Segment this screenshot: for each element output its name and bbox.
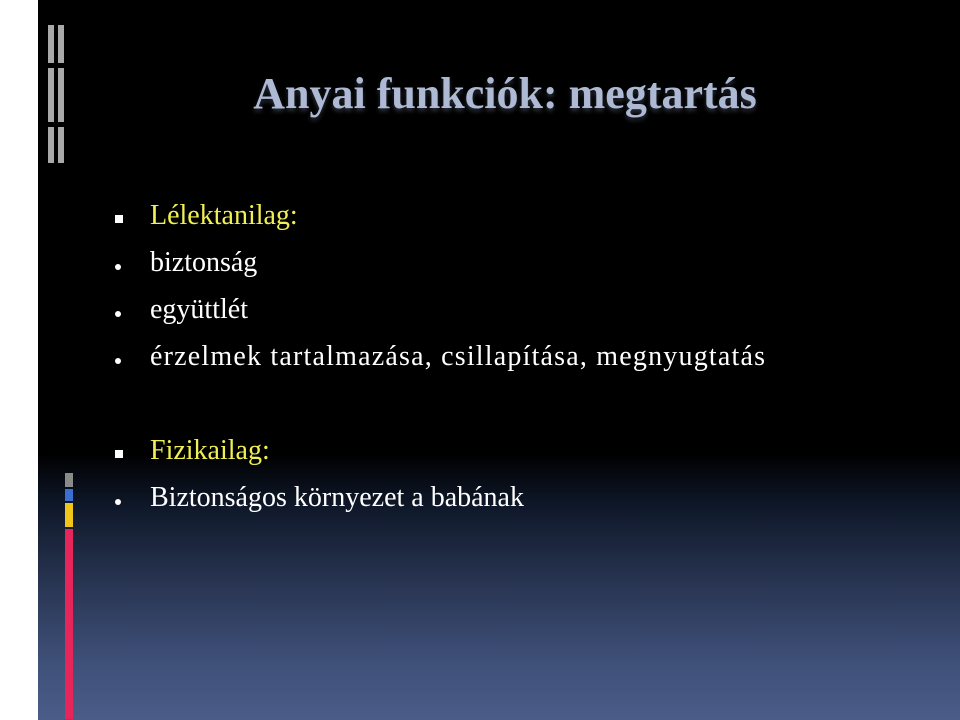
decorative-accent-blue — [65, 489, 73, 501]
slide-title: Anyai funkciók: megtartás — [253, 69, 757, 118]
list-item — [110, 474, 930, 521]
round-bullet-icon — [110, 344, 150, 370]
list-item-text: biztonság — [150, 246, 258, 278]
round-bullet-icon — [110, 485, 150, 511]
section-heading — [110, 192, 930, 239]
round-bullet-icon — [110, 297, 150, 323]
slide-content — [110, 192, 930, 521]
section-heading-text: Lélektanilag: — [150, 199, 298, 231]
list-item — [110, 333, 930, 380]
list-item — [110, 286, 930, 333]
list-item — [110, 239, 930, 286]
list-item-text: együttlét — [150, 293, 248, 325]
decorative-accent-yellow — [65, 503, 73, 527]
list-item-text: Biztonságos környezet a babának — [150, 481, 524, 513]
decorative-accent-pink — [65, 529, 73, 719]
decorative-bar — [58, 25, 64, 63]
decorative-bar — [48, 127, 54, 163]
decorative-bar — [58, 127, 64, 163]
decorative-bar — [48, 25, 54, 63]
section-heading-text: Fizikailag: — [150, 434, 270, 466]
round-bullet-icon — [110, 250, 150, 276]
square-bullet-icon — [110, 438, 150, 464]
decorative-accent-gray — [65, 473, 73, 487]
square-bullet-icon — [110, 203, 150, 229]
spacer — [110, 380, 930, 427]
list-item-text: érzelmek tartalmazása, csillapítása, megnyugtatás — [150, 340, 767, 372]
section-heading — [110, 427, 930, 474]
